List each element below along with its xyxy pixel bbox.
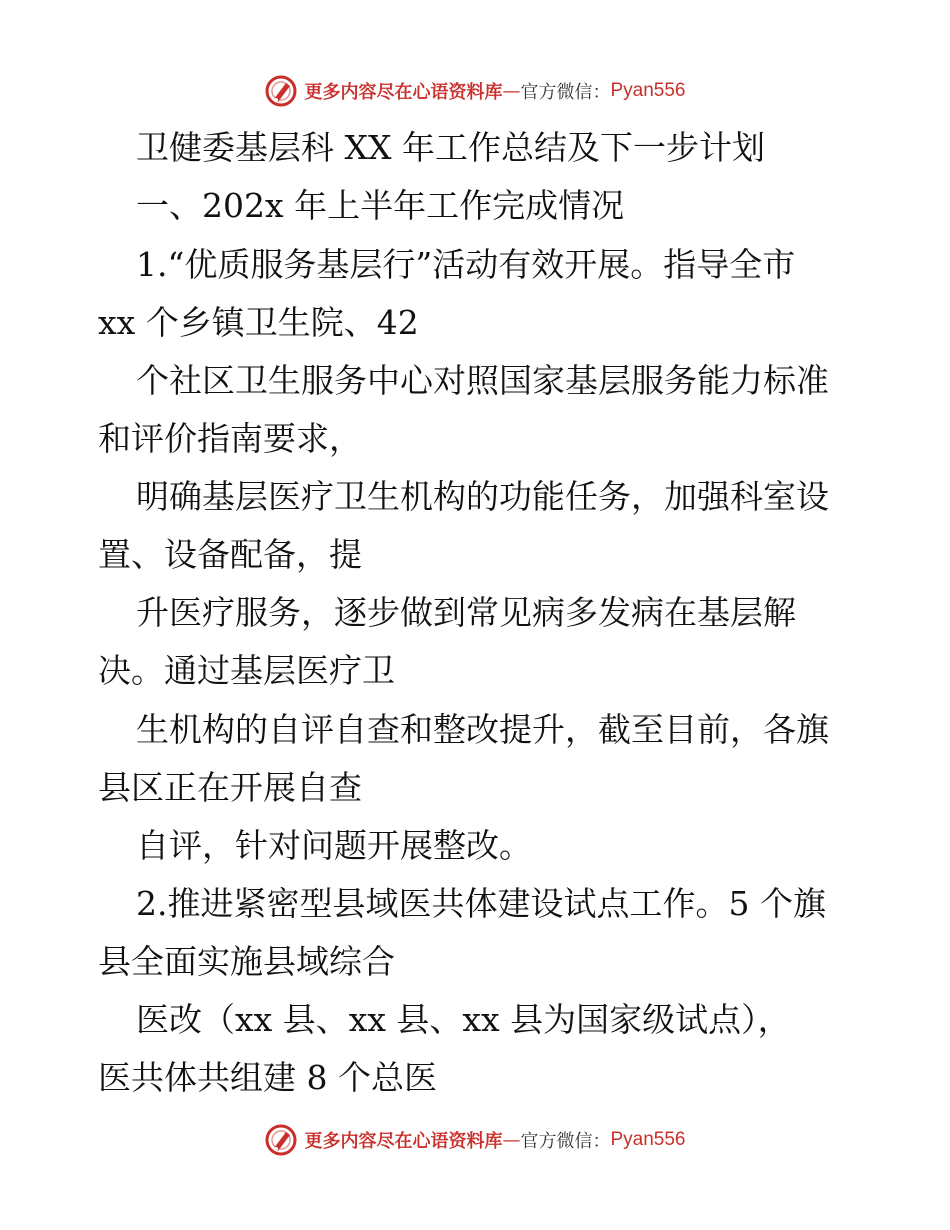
paragraph-line: 1.“优质服务基层行”活动有效开展。指导全市 xyxy=(136,245,796,284)
paragraph-line: 和评价指南要求， xyxy=(98,419,362,458)
section-heading: 一、202x 年上半年工作完成情况 xyxy=(136,186,625,225)
paragraph-line: 升医疗服务，逐步做到常见病多发病在基层解 xyxy=(136,593,796,632)
banner-site-text: 更多内容尽在心语资料库 xyxy=(304,82,503,103)
footer-banner xyxy=(0,1120,950,1160)
paragraph-line: 2.推进紧密型县域医共体建设试点工作。5 个旗 xyxy=(136,884,826,923)
banner-dash: — xyxy=(502,80,521,102)
paragraph-line: xx 个乡镇卫生院、42 xyxy=(98,303,419,342)
banner-wechat-id: Pyan556 xyxy=(610,80,686,101)
document-title: 卫健委基层科 XX 年工作总结及下一步计划 xyxy=(136,128,765,167)
paragraph-line: 决。通过基层医疗卫 xyxy=(98,651,395,690)
paragraph-line: 县区正在开展自查 xyxy=(98,768,362,807)
paragraph-line: 生机构的自评自查和整改提升，截至目前，各旗 xyxy=(136,710,829,749)
paragraph-line: 明确基层医疗卫生机构的功能任务，加强科室设 xyxy=(136,477,829,516)
paragraph-line: 自评，针对问题开展整改。 xyxy=(136,826,532,865)
banner-site-text: 更多内容尽在心语资料库 xyxy=(304,1131,503,1152)
banner-label: 官方微信： xyxy=(520,1131,611,1152)
paragraph-line: 置、设备配备，提 xyxy=(98,535,362,574)
paragraph-line: 医共体共组建 8 个总医 xyxy=(98,1058,437,1097)
pen-nib-logo-icon xyxy=(264,1123,298,1157)
banner-dash: — xyxy=(502,1129,521,1151)
paragraph-line: 县全面实施县域综合 xyxy=(98,942,395,981)
banner-wechat-id: Pyan556 xyxy=(610,1129,686,1150)
paragraph-line: 医改（xx 县、xx 县、xx 县为国家级试点）， xyxy=(136,1000,791,1039)
banner-label: 官方微信： xyxy=(520,82,611,103)
paragraph-line: 个社区卫生服务中心对照国家基层服务能力标准 xyxy=(136,361,829,400)
